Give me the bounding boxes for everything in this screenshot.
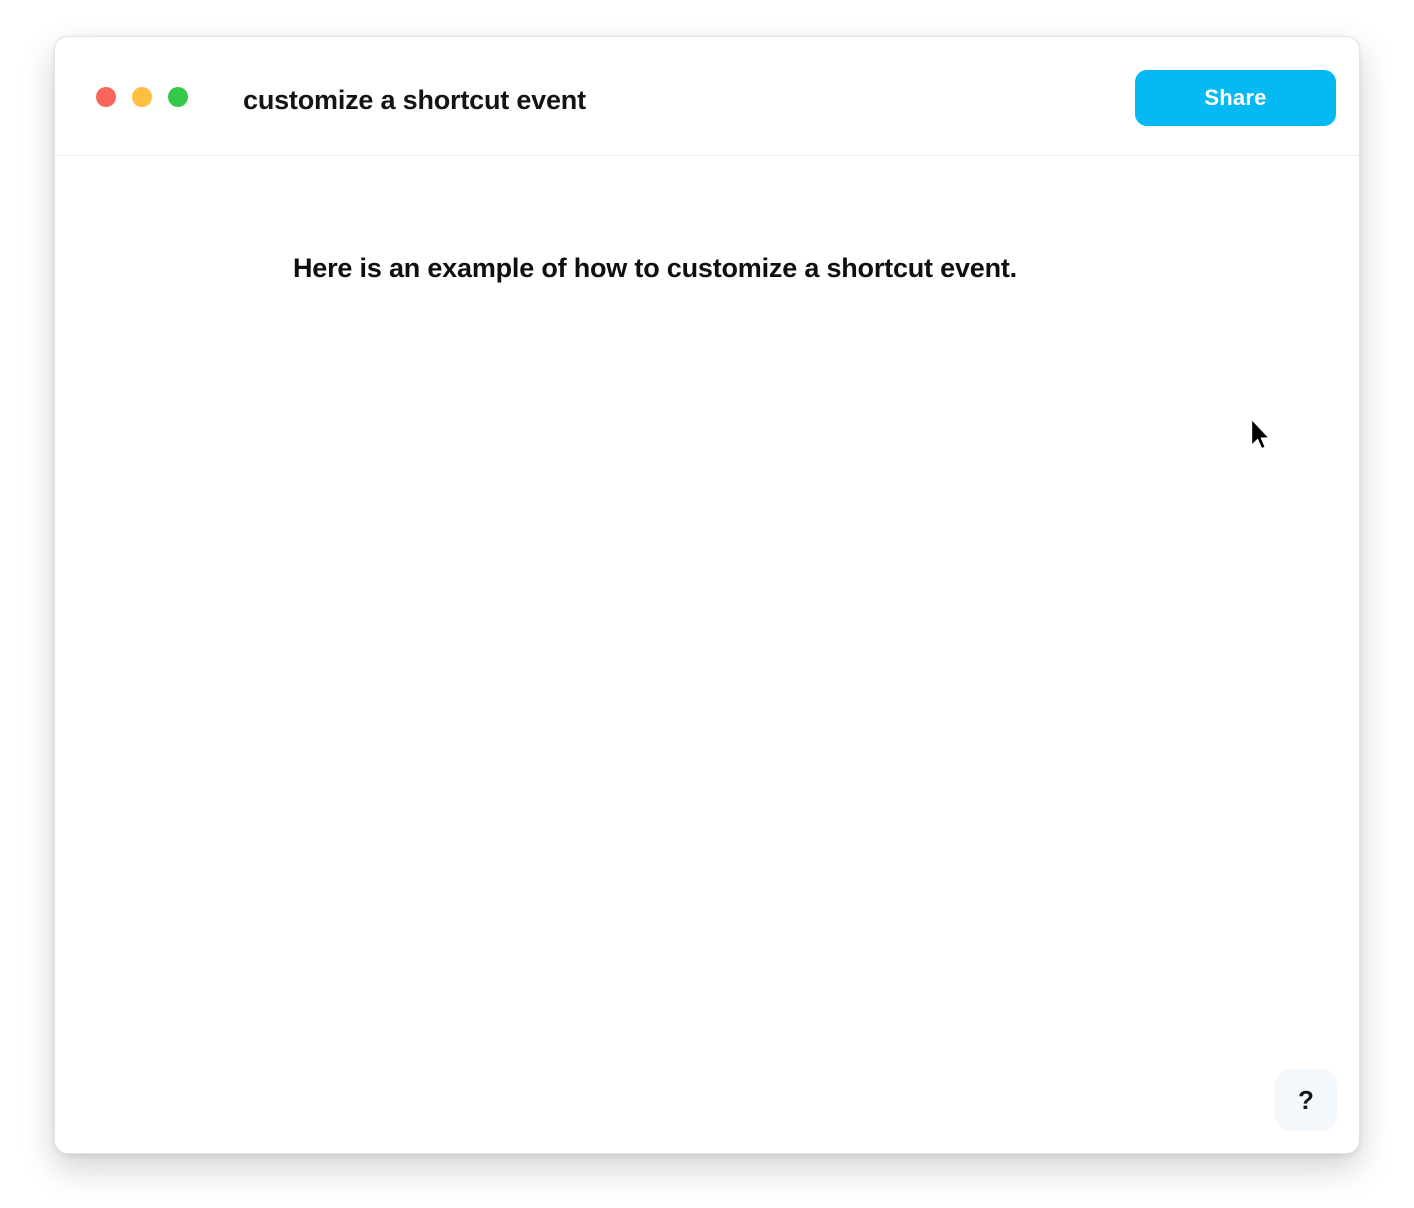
app-window	[54, 36, 1360, 1154]
window-title: customize a shortcut event	[243, 85, 586, 115]
close-window-button[interactable]	[96, 87, 116, 107]
window-titlebar	[55, 37, 1359, 156]
zoom-window-button[interactable]	[168, 87, 188, 107]
minimize-window-button[interactable]	[132, 87, 152, 107]
share-button[interactable]: Share	[1135, 70, 1336, 126]
help-button[interactable]: ?	[1275, 1069, 1337, 1131]
page-heading: Here is an example of how to customize a shortcut event.	[293, 253, 1017, 283]
window-controls	[96, 87, 188, 107]
main-content	[55, 156, 1359, 1153]
